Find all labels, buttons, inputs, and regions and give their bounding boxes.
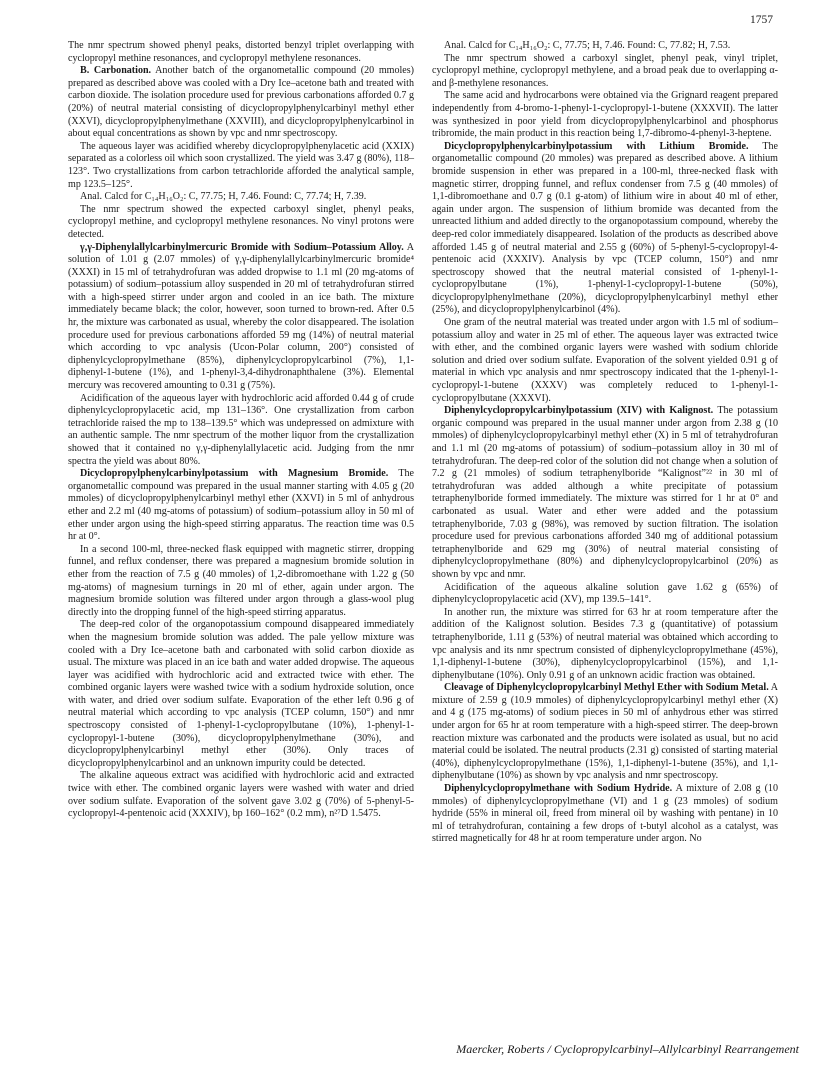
paragraph xyxy=(68,544,414,620)
section-paragraph xyxy=(432,405,778,581)
paragraph xyxy=(432,90,778,140)
paragraph-text: Another batch of the organometallic compound (20 mmoles) prepared as described above was cooled with a Dry Ice–acetone bath and treated with carbon dioxide. The isolation procedure used for previous carbonations afforded 0.7 g (20%) of neutral material consisting of dicyclopropylphenylcarbinyl methyl ether (XXVI), dicyclopropylphenylmethane (XXVIII), and dicyclopropylphenylcarbinol in about equal concentrations as shown by vpc and nmr spectroscopy. xyxy=(68,65,414,140)
section-paragraph xyxy=(68,65,414,141)
paragraph xyxy=(68,770,414,820)
paragraph-text: The potassium organic compound was prepared in the usual manner under argon from 2.38 g (10 mmoles) of diphenylcyclopropylcarbinyl methyl ether (X) in 5 ml of tetrahydrofuran and 1.1 ml (20 mg-atoms of potassium) of sodium–potassium alloy in 30 ml of tetrahydrofuran. The deep-red color of the solution did not change when a solution of 7.2 g (21 mmoles) of sodium tetraphenylboride “Kalignost”²² in 30 ml of tetrahydrofuran was added although a white precipitate of potassium tetraphenylboride formed immediately. The mixture was stirred for 1 hr at 0° and carbonated as usual. Water and ether were added and the potassium tetraphenylboride, 7.03 g (98%), was removed by suction filtration. The isolation procedure used for previous carbonations afforded 340 mg of additional potassium tetraphenylboride and 629 mg (30%) of neutral material consisting of diphenylcyclopropylmethane (80%) and diphenylcyclopropylcarbinol (20%) as shown by vpc and nmr. xyxy=(432,405,778,580)
paragraph xyxy=(68,393,414,469)
paragraph xyxy=(432,53,778,91)
paragraph xyxy=(432,607,778,683)
section-heading: B. Carbonation. xyxy=(80,65,152,77)
section-heading: γ,γ-Diphenylallylcarbinylmercuric Bromide with Sodium–Potassium Alloy. xyxy=(80,241,404,253)
page-number: 1757 xyxy=(750,14,773,26)
paragraph-text: In a second 100-ml, three-necked flask equipped with magnetic stirrer, dropping funnel, and reflux condenser, there was prepared a magnesium bromide solution in ether from the reaction of 7.5 g (40 mmoles) of 1,2-dibromoethane with 1.22 g (50 mg-atoms) of magnesium turnings in 20 ml of ether, again under argon. The magnesium bromide solution was filtered under argon through a glass-wool plug directly into the dropping funnel of the high-speed stirring apparatus. xyxy=(68,543,414,618)
paragraph-text: The nmr spectrum showed a carboxyl singlet, phenyl peak, vinyl triplet, cyclopropyl methine, cyclopropyl methylene, and a broad peak due to overlapping α- and β-methylene resonances. xyxy=(432,52,778,89)
paragraph-text: The nmr spectrum showed the expected carboxyl singlet, phenyl peaks, cyclopropyl methine, and cyclopropyl methylene resonances. No vinyl protons were detected. xyxy=(68,203,414,240)
paragraph xyxy=(68,191,414,204)
section-heading: Dicyclopropylphenylcarbinylpotassium with Magnesium Bromide. xyxy=(80,468,389,480)
paragraph-text: Anal. Calcd for C₁₄H₁₆O₂: C, 77.75; H, 7.46. Found: C, 77.74; H, 7.39. xyxy=(80,191,367,203)
section-heading: Diphenylcyclopropylmethane with Sodium Hydride. xyxy=(444,783,673,795)
paragraph xyxy=(432,582,778,607)
paragraph xyxy=(68,619,414,770)
paragraph-text: The alkaline aqueous extract was acidified with hydrochloric acid and extracted twice with ether. The combined organic layers were washed with water and dried over sodium sulfate. Evaporation of the solvent gave 3.02 g (70%) of 5-phenyl-5-cyclopropyl-4-pentenoic acid (XXXIV), bp 160–162° (0.2 mm), n²⁷D 1.5475. xyxy=(68,770,414,820)
right-column xyxy=(432,40,778,846)
paragraph-text: The nmr spectrum showed phenyl peaks, distorted benzyl triplet overlapping with cyclopropyl methine resonances, and cyclopropyl methylene resonances. xyxy=(68,40,414,64)
section-heading: Cleavage of Diphenylcyclopropylcarbinyl Methyl Ether with Sodium Metal. xyxy=(444,682,769,694)
paragraph xyxy=(68,204,414,242)
paragraph-text: The deep-red color of the organopotassium compound disappeared immediately when the magnesium bromide solution was added. The pale yellow mixture was cooled with a Dry Ice–acetone bath and carbonated with solid carbon dioxide as usual. The mixture was placed in an ice bath and water added dropwise. The aqueous layer was acidified with hydrochloric acid and extracted twice with ether. The combined organic layers were washed twice with a sodium hydroxide solution, once with water, and dried over sodium sulfate. Evaporation of the ether left 0.96 g of neutral material which according to vpc analysis (TCEP column, 150°) and nmr spectroscopy consisted of 1-phenyl-1-cyclopropylbutane (10%), 1-phenyl-1-cyclopropyl-1-butene (30%), dicyclopropylphenylmethane (30%), and dicyclopropylphenylcarbinyl methyl ether (30%). Only traces of dicyclopropylphenylcarbinol and an unknown impurity could be detected. xyxy=(68,619,414,769)
running-footer: Maercker, Roberts / Cyclopropylcarbinyl–Allylcarbinyl Rearrangement xyxy=(456,1042,799,1056)
paragraph xyxy=(68,141,414,191)
section-paragraph xyxy=(432,141,778,317)
section-heading: Diphenylcyclopropylcarbinylpotassium (XIV) with Kalignost. xyxy=(444,405,714,417)
paragraph xyxy=(432,317,778,405)
paragraph-text: The organometallic compound was prepared in the usual manner starting with 4.05 g (20 mmoles) of dicyclopropylphenylcarbinyl methyl ether (XXVI) in 5 ml of anhydrous ether and 2.2 ml (40 mg-atoms of potassium) of sodium–potassium alloy in 50 ml of ether under argon using the high-speed stirring apparatus. The reaction time was 0.5 hr at 0°. xyxy=(68,468,414,543)
section-paragraph xyxy=(432,783,778,846)
paragraph xyxy=(68,40,414,65)
paragraph-text: The same acid and hydrocarbons were obtained via the Grignard reagent prepared independently from 4-bromo-1-phenyl-1-cyclopropyl-1-butene (XXXVII). The latter was synthesized in poor yield from dicyclopropylphenylcarbinol and phosphorus tribromide, the main product in this reaction being 1,7-dibromo-4-phenyl-3-heptene. xyxy=(432,90,778,140)
paragraph-text: The aqueous layer was acidified whereby dicyclopropylphenylacetic acid (XXIX) separated as a colorless oil which soon crystallized. The yield was 3.47 g (80%), 118–123°. Two crystallizations from carbon tetrachloride afforded the analytical sample, mp 123.5–125°. xyxy=(68,140,414,190)
paragraph-text: Acidification of the aqueous layer with hydrochloric acid afforded 0.44 g of crude diphenylcyclopropylacetic acid, mp 131–136°. One crystallization from carbon tetrachloride raised the mp to 138–139.5° which was undepressed on admixture with an authentic sample. The nmr spectrum of the mother liquor from the crystallization showed that it contained no γ,γ-diphenylallylacetic acid. Judging from the nmr spectra the yield was about 80%. xyxy=(68,392,414,467)
paragraph-text: One gram of the neutral material was treated under argon with 1.5 ml of sodium–potassium alloy and water in 25 ml of ether. The aqueous layer was extracted twice with ether, and the combined organic layers were washed with sodium chloride solution and dried over sodium sulfate. Evaporation of the solvent yielded 0.91 g of material in which vpc analysis and nmr spectroscopy indicated that the 1-phenyl-1-cyclopropyl-1-butene (XXXV) was completely reduced to 1-phenyl-1-cyclopropylbutane (XXXVI). xyxy=(432,317,778,404)
paragraph-text: A mixture of 2.08 g (10 mmoles) of diphenylcyclopropylmethane (VI) and 1 g (23 mmoles) of sodium hydride (55% in mineral oil, freed from mineral oil by washing with pentane) in 10 ml of tetrahydrofuran, containing a few drops of t-butyl alcohol as a catalyst, was stirred magnetically for 48 hr at room temperature under argon. No xyxy=(432,783,778,845)
paragraph-text: In another run, the mixture was stirred for 63 hr at room temperature after the addition of the Kalignost solution. Besides 7.3 g (quantitative) of potassium tetraphenylboride, 1.11 g (53%) of neutral material was obtained which according to vpc analysis and its nmr spectrum consisted of diphenylcyclopropylmethane (45%), 1,1-diphenyl-1-butene (30%), diphenylcyclopropylcarbinol (15%), and 1,1-diphenylbutane (10%). Only 0.91 g of an unknown acidic fraction was obtained. xyxy=(432,606,778,681)
paragraph-text: Anal. Calcd for C₁₄H₁₆O₂: C, 77.75; H, 7.46. Found: C, 77.82; H, 7.53. xyxy=(444,40,731,51)
paragraph-text: A mixture of 2.59 g (10.9 mmoles) of diphenylcyclopropylcarbinyl methyl ether (X) and 4 g (175 mg-atoms) of sodium pieces in 50 ml of anhydrous ether was stirred under argon for 65 hr at room temperature with a high-speed stirrer. The deep-brown reaction mixture was carbonated and the products were isolated as usual, but no acid material could be isolated. The neutral products (2.31 g) consisted of starting material (40%), diphenylcyclopropylmethane (15%), 1,1-diphenyl-1-butene (35%), and 1,1-diphenylbutane (10%) as shown by vpc analysis and nmr spectroscopy. xyxy=(432,682,778,782)
section-heading: Dicyclopropylphenylcarbinylpotassium with Lithium Bromide. xyxy=(444,140,749,152)
paragraph-text: A solution of 1.01 g (2.07 mmoles) of γ,γ-diphenylallylcarbinylmercuric bromide⁴ (XXXI) in 15 ml of tetrahydrofuran was added dropwise to 1.1 ml (20 mg-atoms of potassium) of sodium–potassium alloy suspended in 20 ml of tetrahydrofuran stirred with a high-speed stirrer under argon and cooled in an ice bath. The mixture immediately became black; the color, however, soon turned to brown-red. After 0.5 hr, the mixture was carbonated as usual, whereby the color disappeared. The isolation procedure used for previous carbonations afforded 59 mg (14%) of neutral material which according to vpc analysis (Ucon-Polar column, 200°) consisted of diphenylcyclopropylmethane (85%), diphenylcyclopropylcarbinol (7%), 1,1-diphenyl-1-butene (1%), and 1-phenyl-3,4-dihydronaphthalene (3%). Elemental mercury was recovered amounting to 0.31 g (75%). xyxy=(68,241,414,392)
section-paragraph xyxy=(68,242,414,393)
paragraph-text: The organometallic compound (20 mmoles) was prepared as described above. A lithium bromide suspension in ether was prepared in a 100-ml, three-necked flask with magnetic stirrer, dropping funnel, and reflux condenser from 7.5 g (40 mmoles) of 1,1-dibromoethane and 0.7 g (0.1 g-atom) of lithium wire in about 40 ml of ether, again under argon. The suspension of lithium bromide was decanted from the unreacted lithium and added directly to the organopotassium compound, whereby the deep-red color immediately disappeared. Isolation of the products as described above afforded 1.45 g of neutral material and 2.55 g (60%) of 5-phenyl-5-cyclopropyl-4-pentenoic acid (XXXIV). Analysis by vpc (TCEP column, 150°) and nmr spectroscopy showed that the neutral material consisted of 1-phenyl-1-cyclopropylbutane (1%), 1-phenyl-1-cyclopropyl-1-butene (50%), dicyclopropylphenylmethane (20%), dicyclopropylphenylcarbinyl methyl ether (25%), and dicyclopropylphenylcarbinol (4%). xyxy=(432,140,778,316)
paragraph-text: Acidification of the aqueous alkaline solution gave 1.62 g (65%) of diphenylcyclopropylacetic acid (XV), mp 139.5–141°. xyxy=(432,581,778,606)
left-column xyxy=(68,40,414,821)
section-paragraph xyxy=(68,468,414,544)
paragraph xyxy=(432,40,778,53)
section-paragraph xyxy=(432,682,778,783)
